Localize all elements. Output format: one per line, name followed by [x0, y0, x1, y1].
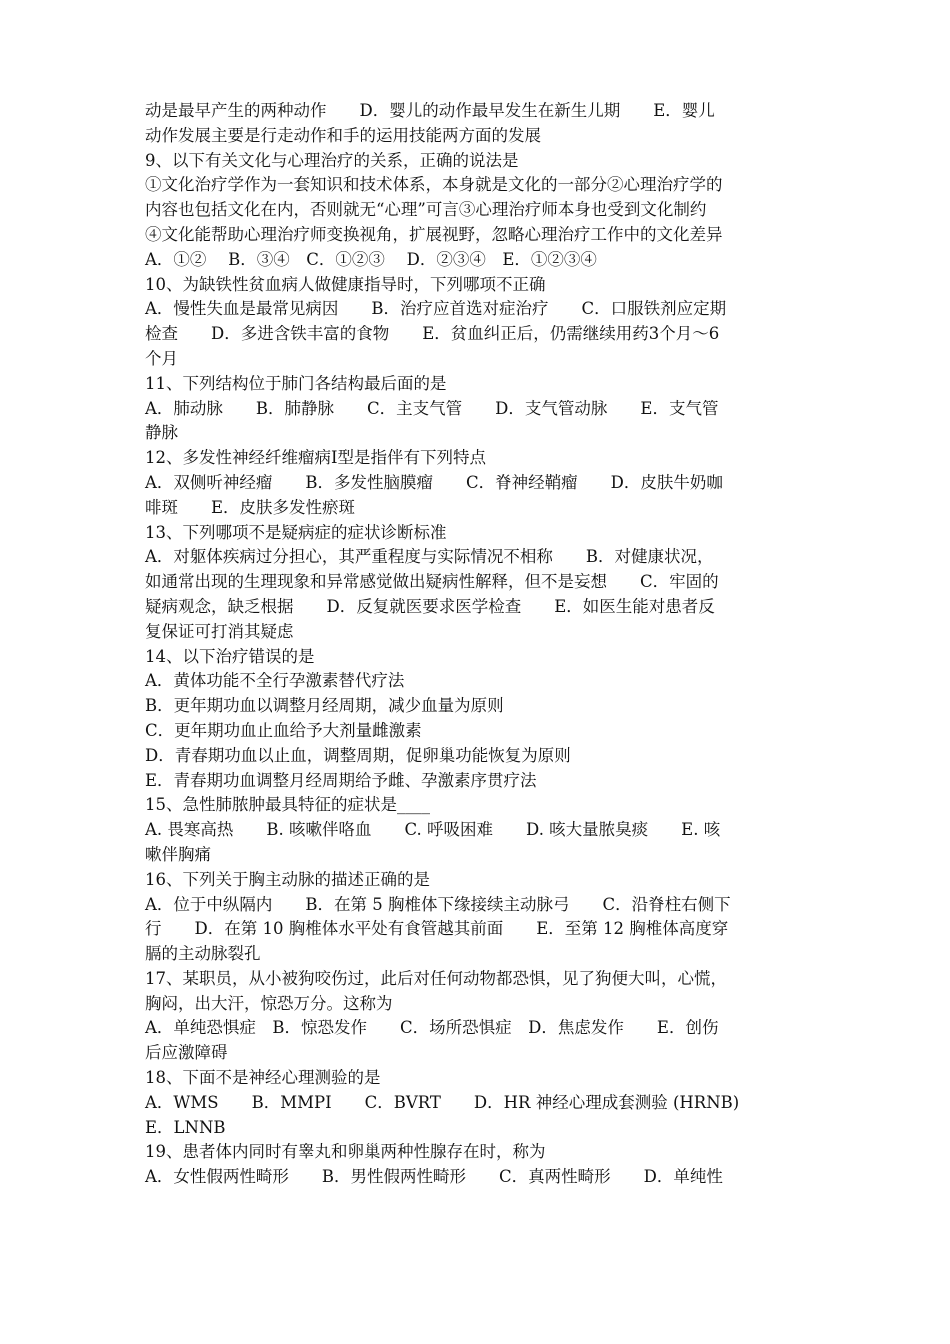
text-line: E．LNNB	[145, 1117, 226, 1137]
text-line: 动作发展主要是行走动作和手的运用技能两方面的发展	[145, 125, 541, 145]
text-line: 10、为缺铁性贫血病人做健康指导时，下列哪项不正确	[145, 274, 546, 294]
text-line: A. 畏寒高热 B. 咳嗽伴咯血 C. 呼吸困难 D. 咳大量脓臭痰 E. 咳	[145, 820, 721, 840]
text-line: A．肺动脉 B．肺静脉 C．主支气管 D．支气管动脉 E．支气管	[145, 398, 719, 418]
text-line: 12、多发性神经纤维瘤病Ⅰ型是指伴有下列特点	[145, 448, 487, 468]
text-line: 17、某职员，从小被狗咬伤过，此后对任何动物都恐惧，见了狗便大叫，心慌，	[145, 968, 727, 988]
text-line: 嗽伴胸痛	[145, 844, 211, 864]
text-line: A．位于中纵隔内 B．在第 5 胸椎体下缘接续主动脉弓 C．沿脊柱右侧下	[145, 894, 731, 914]
text-line: 检查 D．多进含铁丰富的食物 E．贫血纠正后，仍需继续用药3个月～6	[145, 324, 720, 344]
text-line: 静脉	[145, 423, 178, 443]
text-line: 膈的主动脉裂孔	[145, 944, 261, 964]
text-line: 疑病观念，缺乏根据 D．反复就医要求医学检查 E．如医生能对患者反	[145, 596, 715, 616]
text-line: 后应激障碍	[145, 1043, 228, 1063]
text-line: C．更年期功血止血给予大剂量雌激素	[145, 720, 422, 740]
document-body	[145, 99, 807, 1190]
text-line: A．女性假两性畸形 B．男性假两性畸形 C．真两性畸形 D．单纯性	[145, 1167, 723, 1187]
text-line: 16、下列关于胸主动脉的描述正确的是	[145, 869, 430, 889]
text-line: 内容也包括文化在内，否则就无“心理”可言③心理治疗师本身也受到文化制约	[145, 200, 707, 220]
text-line: 18、下面不是神经心理测验的是	[145, 1068, 381, 1088]
text-line: A．双侧听神经瘤 B．多发性脑膜瘤 C．脊神经鞘瘤 D．皮肤牛奶咖	[145, 472, 723, 492]
text-line: 啡斑 E．皮肤多发性瘀斑	[145, 497, 356, 517]
text-line: 胸闷，出大汗，惊恐万分。这称为	[145, 993, 393, 1013]
text-line: 19、患者体内同时有睾丸和卵巢两种性腺存在时，称为	[145, 1142, 546, 1162]
text-line: A．慢性失血是最常见病因 B．治疗应首选对症治疗 C．口服铁剂应定期	[145, 299, 727, 319]
text-line: 15、急性肺脓肿最具特征的症状是____	[145, 795, 430, 815]
text-line: E．青春期功血调整月经周期给予雌、孕激素序贯疗法	[145, 770, 537, 790]
text-line: D．青春期功血以止血，调整周期，促卵巢功能恢复为原则	[145, 745, 571, 765]
text-line: ①文化治疗学作为一套知识和技术体系，本身就是文化的一部分②心理治疗学的	[145, 175, 723, 195]
text-line: A．WMS B．MMPI C．BVRT D．HR 神经心理成套测验 (HRNB)	[145, 1092, 740, 1112]
text-line: 9、以下有关文化与心理治疗的关系，正确的说法是	[145, 150, 519, 170]
text-line: 动是最早产生的两种动作 D．婴儿的动作最早发生在新生儿期 E．婴儿	[145, 101, 715, 120]
text-line: A．单纯恐惧症 B．惊恐发作 C．场所恐惧症 D．焦虑发作 E．创伤	[145, 1018, 719, 1038]
text-line: 如通常出现的生理现象和异常感觉做出疑病性解释，但不是妄想 C．牢固的	[145, 572, 719, 592]
text-line: A．①② B．③④ C．①②③ D．②③④ E．①②③④	[145, 249, 597, 269]
text-line: ④文化能帮助心理治疗师变换视角，扩展视野，忽略心理治疗工作中的文化差异	[145, 224, 723, 244]
text-line: 11、下列结构位于肺门各结构最后面的是	[145, 373, 447, 393]
text-line: 14、以下治疗错误的是	[145, 646, 315, 666]
text-line: 行 D．在第 10 胸椎体水平处有食管越其前面 E．至第 12 胸椎体高度穿	[145, 919, 729, 939]
text-line: 13、下列哪项不是疑病症的症状诊断标准	[145, 522, 447, 542]
text-line: A．黄体功能不全行孕激素替代疗法	[145, 671, 405, 691]
text-line: 复保证可打消其疑虑	[145, 621, 294, 641]
text-line: A．对躯体疾病过分担心，其严重程度与实际情况不相称 B．对健康状况，	[145, 547, 714, 567]
text-line: 个月	[145, 348, 178, 368]
text-line: B．更年期功血以调整月经周期，减少血量为原则	[145, 696, 504, 716]
